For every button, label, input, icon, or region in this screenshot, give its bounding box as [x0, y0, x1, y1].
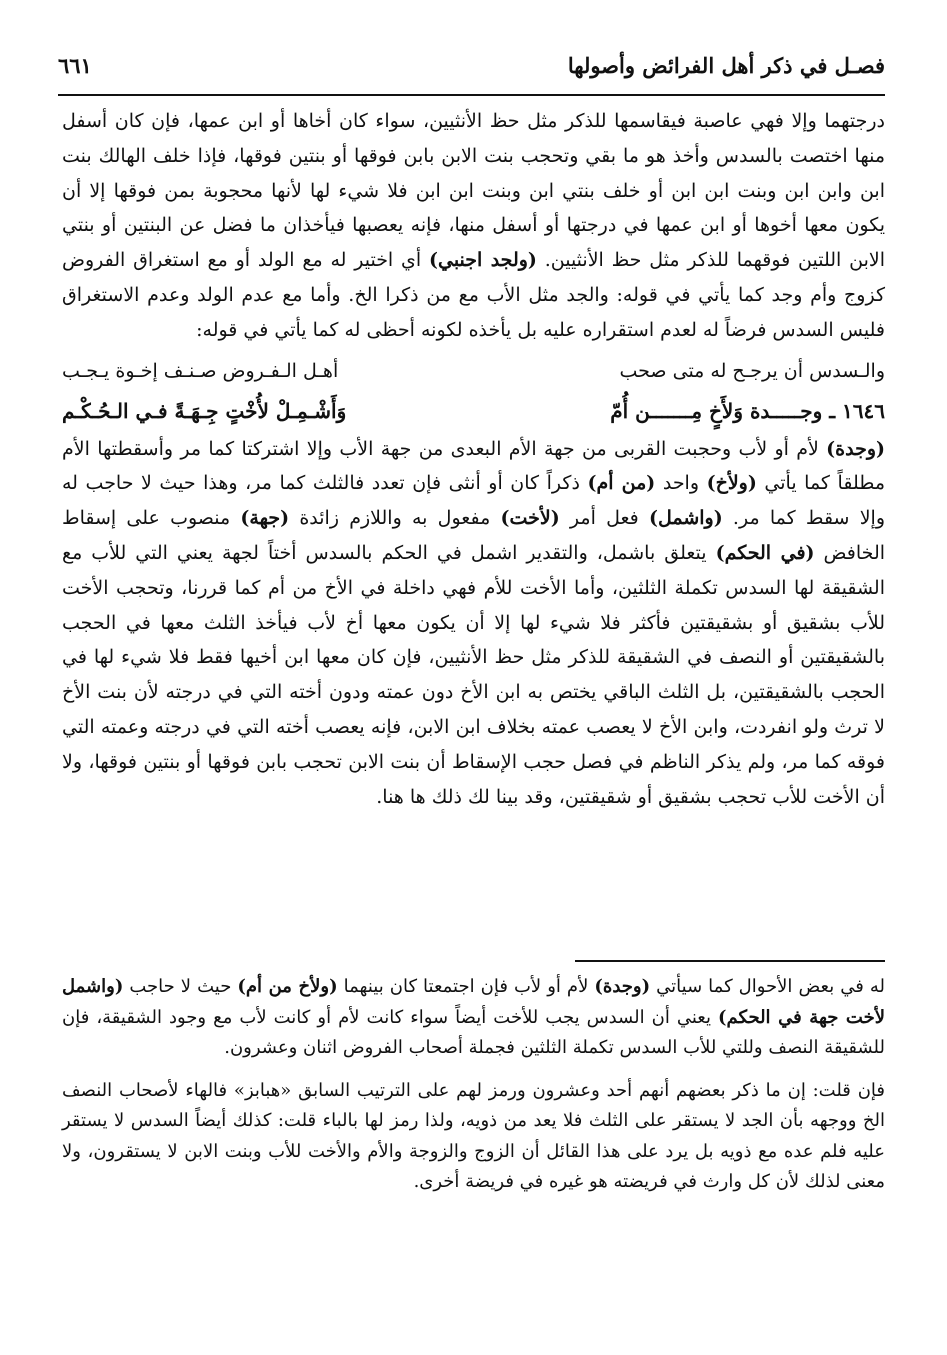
running-title: فصـل في ذكر أهل الفرائض وأصولها: [567, 52, 885, 78]
verse-block: [62, 352, 885, 432]
footnote-1-bold-d: (ولأخ من أم): [237, 976, 338, 997]
paragraph-2-bold-g: (واشمل): [648, 507, 723, 530]
verse-2-right-hemistich: ١٦٤٦ ـ وجـــــدة وَلأَخٍ مِـــــــن أُمّ: [610, 399, 885, 424]
footnote-1-text-e: حيث لا حاجب: [123, 976, 238, 997]
paragraph-1-text-a: درجتهما وإلا فهي عاصبة فيقاسمها للذكر مثل حظ الأنثيين، سواء كان أخاها أو ابن عمها، فإن كان أسفل منها اختصت بالسدس وأخذ هو ما بقي وتحجب بنت الابن بابن فوقها أو بنتين فوقها، فإذا خلف الهالك بنت ابن وابن ابن وبنت ابن ابن أو خلف بنتي ابن وبنت ابن ابن فلا شيء لها لأنها محجوبة بمن فوقها إلا أن يكون معها أخوها أو ابن عمها في درجتها أو أسفل منها، فإنه يعصبها فيأخذان ما فضل عن البنتين أو بنتي الابن اللتين فوقهما للذكر مثل حظ الأنثيين.: [62, 110, 886, 272]
footnote-1-bold-b: (وجدة): [594, 976, 651, 997]
verse-1-left-hemistich: أهـل الـفـروض صـنـف إخـوة يـجـب: [62, 360, 339, 383]
paragraph-2-bold-a: (وجدة): [826, 437, 885, 460]
paragraph-2-bold-e: (من أم): [587, 472, 656, 495]
page-header: [58, 40, 885, 90]
footnote-1: [62, 972, 885, 1064]
paragraph-2: [62, 432, 885, 815]
paragraph-2-text-b: لأم أو لأب وحجبت القربى من جهة الأم البعدى من جهة الأب وإلا اشتركتا كما مر وأسقطتها الأم مطلقاً كما يأتي: [62, 437, 885, 495]
verse-1-right-hemistich: والـسدس أن يرجـح له متى صحب: [619, 360, 885, 383]
footnote-rule: [575, 960, 885, 962]
paragraph-2-bold-i: (لأخت): [500, 507, 560, 530]
paragraph-2-bold-m: (في الحكم): [715, 541, 815, 564]
paragraph-1-text-c: أي اختير له مع الولد أو مع استغراق الفروض كزوج وأم وجد كما يأتي في قوله: والجد مثل الأب مع من ذكرا الخ. وأما مع عدم الولد وعدم الاستغراق فليس السدس فرضاً له لعدم استقراره عليه بل يأخذه لكونه أحظى له كما يأتي في قوله:: [62, 249, 885, 341]
paragraph-2-text-d: واحد: [655, 472, 707, 495]
paragraph-1: [62, 104, 885, 348]
paragraph-2-text-f: ذكراً كان أو أنثى فإن تعدد فالثلث كما مر، وهذا حيث لا حاجب له وإلا سقط كما مر.: [62, 472, 885, 530]
paragraph-2-text-j: مفعول به واللازم زائدة: [289, 507, 501, 530]
footnote-1-text-a: له في بعض الأحوال كما سيأتي: [650, 976, 886, 997]
verse-line-2: [62, 392, 885, 432]
verse-line-1: [62, 352, 885, 392]
footnote-1-text-g: يعني أن السدس يجب للأخت أيضاً سواء كانت لأم أو كانت لأب مع وجود الشقيقة، فإن للشقيقة النصف وللتي للأب السدس تكملة الثلثين فجملة أصحاب الفروض اثنان وعشرون.: [62, 1006, 885, 1058]
footnote-1-text-c: لأم أو لأب فإن اجتمعتا كان بينهما: [337, 976, 595, 997]
paragraph-2-text-h: فعل أمر: [559, 507, 649, 530]
main-text: [62, 104, 885, 814]
header-rule: [58, 94, 885, 96]
paragraph-2-bold-k: (جهة): [240, 507, 290, 530]
paragraph-2-text-l: منصوب على إسقاط الخافض: [62, 507, 886, 564]
footnote-1-bold-f: (واشمل لأخت جهة في الحكم): [62, 976, 885, 1028]
paragraph-2-text-n: يتعلق باشمل، والتقدير اشمل في الحكم بالسدس أختاً لجهة يعني التي للأب مع الشقيقة لها السدس تكملة الثلثين، وأما الأخت للأم فهي داخلة في الأخ من أم كما قررنا، وتحجب الأخت للأب بشقيق أو بشقيقتين فأكثر فلا شيء لها إلا أن يكون معها أخ لأب فيأخذ الثلث معها في الحجب بالشقيقتين أو النصف في الشقيقة للذكر مثل حظ الأنثيين، فإن كان معها ابن أخيها فقط فلا شيء لها في الحجب بالشقيقتين، بل الثلث الباقي يختص به ابن الأخ دون عمته ودون أخته التي في درجته لأن بنت الأخ لا ترث ولو انفردت، وابن الأخ لا يعصب عمته بخلاف ابن الابن، فإنه يعصب أخته التي في درجته وعمته التي فوقه كما مر، ولم يذكر الناظم في فصل حجب الإسقاط أن بنت الابن تحجب بابن فوقها أو بنتين فوقها، ولا أن الأخت للأب تحجب بشقيق أو شقيقتين، وقد بينا لك ذلك ها هنا.: [62, 541, 885, 808]
verse-2-left-hemistich: وَأَشْـمِـلْ لأُخْتٍ جِـهَـةً فـي الـحُـكْـم: [62, 399, 347, 424]
paragraph-1-bold-term: (ولجد اجنبي): [429, 249, 537, 272]
paragraph-2-bold-c: (ولأخ): [706, 472, 757, 495]
footnotes: [62, 972, 885, 1210]
page-number: ٦٦١: [58, 52, 92, 78]
footnote-2: فإن قلت: إن ما ذكر بعضهم أنهم أحد وعشرون ورمز لهم على الترتيب السابق «هبابز» فالهاء لأصحاب النصف الخ ووجهه بأن الجد لا يستقر على الثلث فلا يعد من ذويه، ولذا رمز لها بالباء قلت: كذلك أيضاً السدس لا يستقر عليه فلم عده مع ذويه بل يرد على هذا القائل أن الزوج والزوجة والأم والأخت للأب وبنت الابن لا يستقرون، ولا معنى لذلك لأن كل وارث في فريضته هو غيره في فريضة أخرى.: [62, 1079, 885, 1192]
